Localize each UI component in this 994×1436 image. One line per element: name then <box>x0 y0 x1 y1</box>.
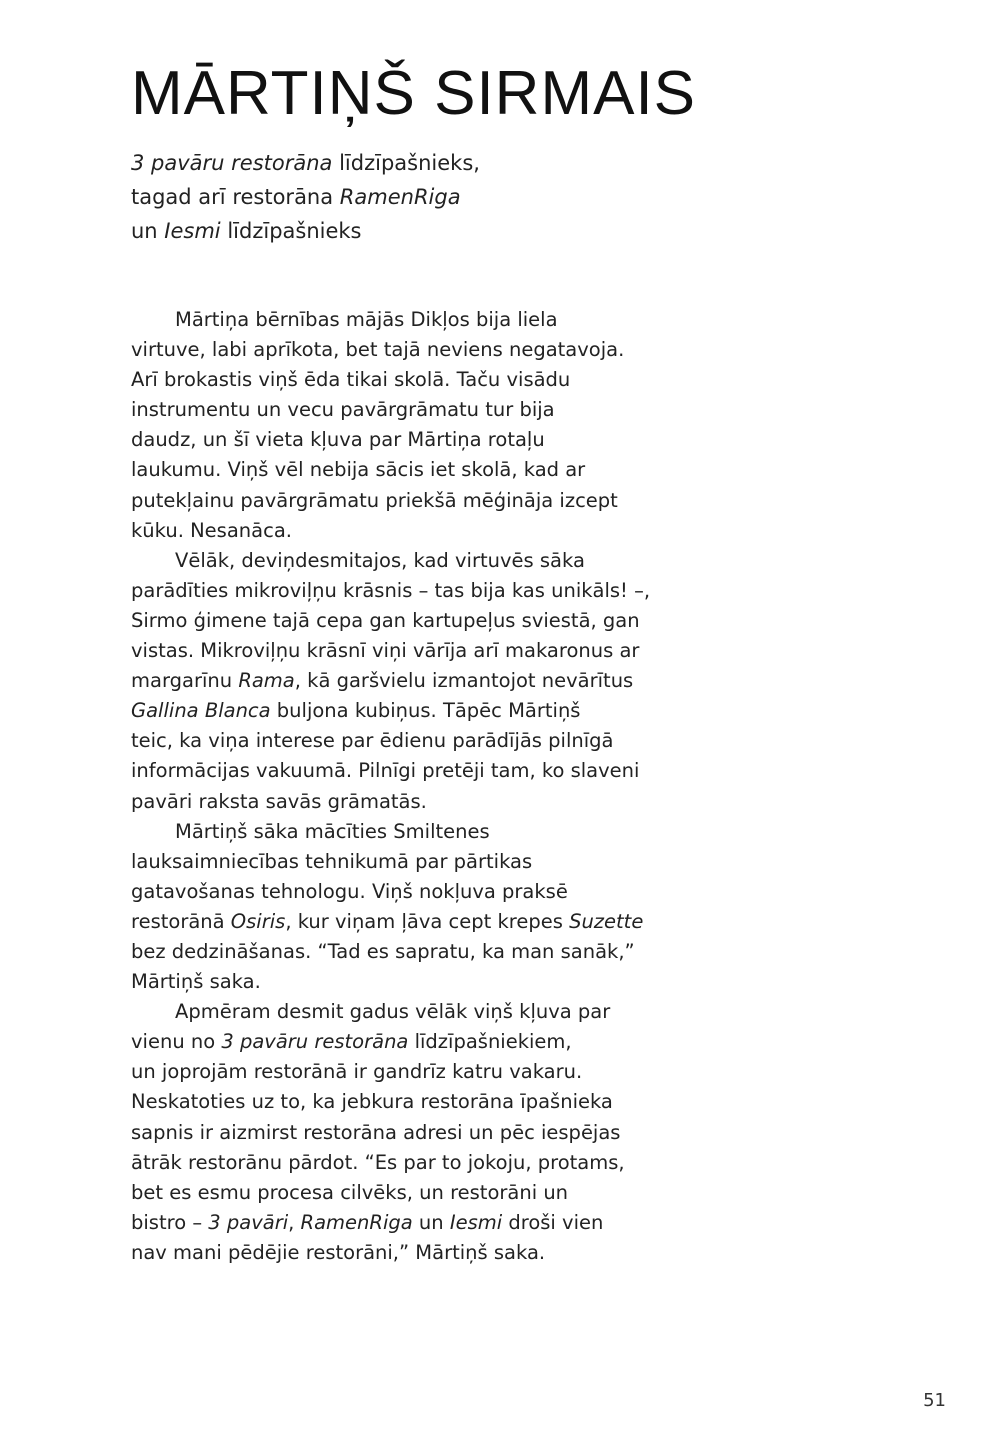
text-line: Mārtiņš saka. <box>131 970 261 994</box>
text-line: daudz, un šī vieta kļuva par Mārtiņa rotaļu <box>131 428 545 452</box>
subtitle-text: līdzīpašnieks <box>220 219 362 243</box>
text-line: Sirmo ģimene tajā cepa gan kartupeļus sviestā, gan <box>131 608 640 632</box>
text-line: Mārtiņš sāka mācīties Smiltenes <box>175 819 490 843</box>
text-line: Neskatoties uz to, ka jebkura restorāna īpašnieka <box>131 1090 613 1114</box>
text-line: Mārtiņa bērnības mājās Dikļos bija liela <box>175 308 558 331</box>
text-span: vienu no <box>131 1030 222 1054</box>
text-line <box>131 1208 691 1238</box>
text-line: Arī brokastis viņš ēda tikai skolā. Taču visādu <box>131 368 571 392</box>
text-line <box>131 666 691 696</box>
italic-span: Osiris <box>230 909 286 933</box>
text-line <box>131 1027 691 1057</box>
text-line: ātrāk restorānu pārdot. “Es par to jokoju, protams, <box>131 1150 625 1174</box>
italic-span: 3 pavāru restorāna <box>221 1030 409 1054</box>
subtitle-line <box>131 146 651 180</box>
subtitle-italic: Iesmi <box>164 219 221 243</box>
subtitle-italic: 3 pavāru restorāna <box>131 151 333 175</box>
text-line: gatavošanas tehnologu. Viņš nokļuva praksē <box>131 879 568 903</box>
text-line <box>131 696 691 726</box>
paragraph <box>131 997 691 1268</box>
text-span: , <box>288 1210 301 1234</box>
paragraph <box>131 546 691 817</box>
page-number: 51 <box>923 1390 946 1411</box>
text-span: bistro – <box>131 1210 209 1234</box>
subtitle-text: tagad arī restorāna <box>131 185 340 209</box>
text-span: līdzīpašniekiem, <box>408 1030 572 1054</box>
text-span: , kur viņam ļāva cept krepes <box>285 909 570 933</box>
text-span: buljona kubiņus. Tāpēc Mārtiņš <box>270 699 581 723</box>
text-line: un joprojām restorānā ir gandrīz katru vakaru. <box>131 1060 583 1084</box>
subtitle-italic: RamenRiga <box>339 185 461 209</box>
text-line: bet es esmu procesa cilvēks, un restorāni un <box>131 1180 569 1204</box>
text-line: lauksaimniecības tehnikumā par pārtikas <box>131 849 533 873</box>
subtitle <box>131 146 651 248</box>
text-line: laukumu. Viņš vēl nebija sācis iet skolā, kad ar <box>131 458 586 482</box>
text-line: informācijas vakuumā. Pilnīgi pretēji tam, ko slaveni <box>131 759 640 783</box>
paragraph <box>131 305 691 546</box>
text-line: putekļainu pavārgrāmatu priekšā mēģināja izcept <box>131 488 618 512</box>
text-line: instrumentu un vecu pavārgrāmatu tur bija <box>131 398 555 422</box>
text-line: virtuve, labi aprīkota, bet tajā neviens negatavoja. <box>131 338 625 362</box>
subtitle-text: līdzīpašnieks, <box>332 151 480 175</box>
text-span: , kā garšvielu izmantojot nevārītus <box>294 669 634 693</box>
italic-span: Iesmi <box>449 1210 503 1234</box>
text-line: nav mani pēdējie restorāni,” Mārtiņš saka. <box>131 1240 546 1264</box>
text-line: teic, ka viņa interese par ēdienu parādījās pilnīgā <box>131 729 614 753</box>
text-line <box>131 907 691 937</box>
text-span: margarīnu <box>131 669 239 693</box>
text-line: Vēlāk, deviņdesmitajos, kad virtuvēs sāka <box>175 548 585 572</box>
italic-span: Gallina Blanca <box>131 699 271 723</box>
text-line: parādīties mikroviļņu krāsnis – tas bija kas unikāls! –, <box>131 578 651 602</box>
italic-span: Suzette <box>569 909 644 933</box>
text-span: restorānā <box>131 909 231 933</box>
text-line: sapnis ir aizmirst restorāna adresi un pēc iespējas <box>131 1120 621 1144</box>
subtitle-line <box>131 180 651 214</box>
subtitle-text: un <box>131 219 165 243</box>
text-span: droši vien <box>502 1210 604 1234</box>
text-line: bez dedzināšanas. “Tad es sapratu, ka man sanāk,” <box>131 939 635 963</box>
text-line: Apmēram desmit gadus vēlāk viņš kļuva par <box>175 1000 611 1024</box>
italic-span: Rama <box>238 669 295 693</box>
text-span: un <box>412 1210 450 1234</box>
page-title: MĀRTIŅŠ SIRMAIS <box>131 59 697 128</box>
subtitle-line <box>131 214 651 248</box>
text-line: vistas. Mikroviļņu krāsnī viņi vārīja arī makaronus ar <box>131 639 640 663</box>
paragraph <box>131 817 691 998</box>
italic-span: RamenRiga <box>300 1210 413 1234</box>
italic-span: 3 pavāri <box>208 1210 289 1234</box>
text-line: kūku. Nesanāca. <box>131 518 292 542</box>
article-body <box>131 305 691 1268</box>
text-line: pavāri raksta savās grāmatās. <box>131 789 427 813</box>
